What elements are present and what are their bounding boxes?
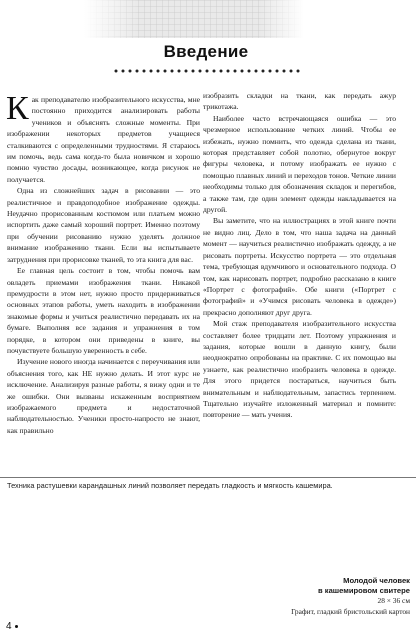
page-number [6, 621, 18, 632]
artwork-title-line2: в кашемировом свитере [317, 586, 410, 595]
left-column [6, 90, 200, 436]
paragraph: Мой стаж преподавателя изобразительного искусства составляет более тридцати лет. Поэтому упражнения и задания, которые вошли в данную книгу, были неоднократно опробованы на практике. С их помощью вы узнаете, как реалистично изобразить человека в одежде. Для этого придется постараться, научиться быть внимательным и наблюдательным, запастись терпением. Тщательно изучайте изложенный материал и помните: повторение — мать учения. [203, 319, 396, 420]
paragraph: Наиболее часто встречающаяся ошибка — это чрезмерное использование четких линий. Чтобы ее избежать, нужно помнить, что одежда сделана из ткани, которая представляет собой полотно, обернутое вокруг фигуры человека, и потому изображать ее нужно с помощью плавных линий и переходов тонов. Четкие линии необходимы только для обозначения складок и перегибов, а также там, где один элемент одежды накладывается на другой. [203, 113, 396, 215]
page-number-text: 4 [6, 621, 12, 632]
intro-paragraph [6, 90, 200, 185]
drop-cap: К [6, 90, 29, 127]
title-box [84, 38, 328, 66]
paragraph: Изучение нового иногда начинается с переучивания или объяснения того, как НЕ нужно делать. И этот курс не исключение. Анализируя разные работы, я вижу одни и те же ошибки. Они вызваны искаженным восприятием изображаемого предмета и недостаточной наблюдательностью. Ученики просто-напросто не знают, как правильно [7, 357, 200, 435]
artwork-title-line1: Молодой человек [343, 576, 410, 585]
right-column [203, 90, 396, 421]
paragraph: Одна из сложнейших задач в рисовании — это реалистичное и правдоподобное изображение одежды. Неудачно прорисованным костюмом или платьем можно испортить даже самый хороший портрет. Именно поэтому при обучении рисованию нужно уделять должное внимание изображению ткани. Если вы испытываете затруднения при прорисовке тканей, то эта книга для вас. [7, 186, 200, 264]
image-caption: Техника растушевки карандашных линий позволяет передать гладкость и мягкость кашемира. [7, 481, 333, 490]
paragraph-text: ак преподавателю изобразительного искусства, мне постоянно приходится анализировать работы учеников и объяснять сложные моменты. При изображении некоторых предметов учащиеся сталкиваются с определенными трудностями. Я стараюсь им помочь, ведь сама когда-то была новичком и хорошо помню чувство досады, возникающее, когда рисунок не получается. [7, 95, 200, 184]
decorative-grid-pattern [84, 0, 304, 38]
page-title: Введение [163, 42, 249, 61]
paragraph: изобразить складки на ткани, как передать ажур трикотажа. [203, 91, 396, 112]
dotted-divider [113, 67, 301, 75]
section-divider [0, 477, 416, 478]
artwork-info [210, 576, 410, 617]
artwork-medium: Графит, гладкий бристольский картон [291, 606, 410, 616]
page-dot [15, 625, 18, 628]
paragraph: Ее главная цель состоит в том, чтобы помочь вам овладеть приемами изображения ткани. Никакой премудрости в этом нет, нужно просто придерживаться основных этапов работы, уметь находить в изображении знакомые формы и учиться реалистично передавать их на бумаге. Выполняя все задания и упражнения в том порядке, в котором они приведены в книге, вы почувствуете большую уверенность в себе. [7, 266, 200, 355]
paragraph: Вы заметите, что на иллюстрациях в этой книге почти не видно лиц. Дело в том, что наша задача на данный момент — научиться реалистично изображать одежду, а не рисовать портреты. Искусство портрета — это отдельная тема, требующая вдумчивого и основательного подхода. О том, как нарисовать портрет, подробно рассказано в книге «Портрет с фотографий». Обе книги («Портрет с фотографий» и «Учимся рисовать человека в одежде») прекрасно дополняют друг друга. [203, 216, 396, 317]
artwork-size: 28 × 36 см [377, 596, 410, 605]
